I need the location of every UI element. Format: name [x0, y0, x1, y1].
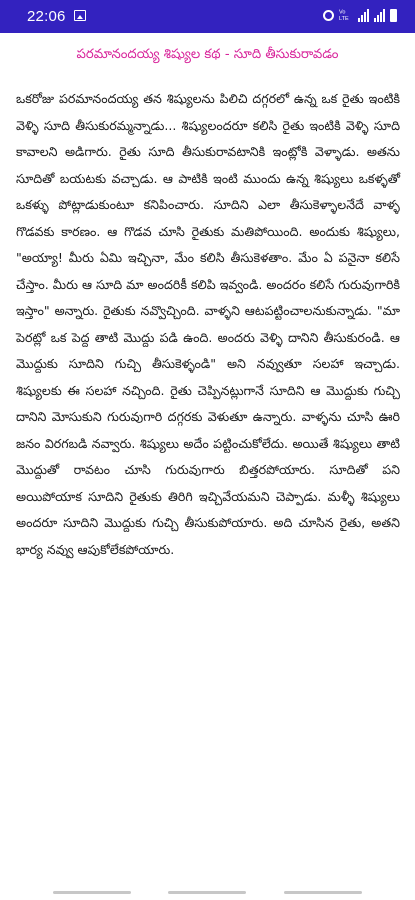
story-title: పరమానందయ్య శిష్యుల కథ - సూది తీసుకురావడం: [76, 47, 339, 62]
home-button[interactable]: [168, 891, 246, 894]
signal-icon: [358, 9, 369, 22]
status-time: 22:06: [27, 8, 66, 25]
image-icon: [74, 10, 86, 21]
signal-icon: [374, 9, 385, 22]
volte-icon: [339, 8, 353, 23]
back-button[interactable]: [284, 891, 362, 894]
alarm-icon: [323, 10, 334, 21]
recents-button[interactable]: [53, 891, 131, 894]
svg-text:LTE: LTE: [339, 16, 349, 21]
svg-text:Vo: Vo: [339, 9, 346, 16]
battery-icon: [390, 9, 397, 22]
status-icons: [323, 8, 397, 23]
navigation-bar: [0, 888, 415, 900]
story-body: ఒకరోజు పరమానందయ్య తన శిష్యులను పిలిచి దగ్గరలో ఉన్న ఒక రైతు ఇంటికి వెళ్ళి సూది తీసుకురమ్మన్నాడు... శిష్యులందరూ కలిసి రైతు ఇంటికి వెళ్ళి సూది కావాలని అడిగారు. రైతు సూది తీసుకురావటానికి ఇంట్లోకి వెళ్ళాడు. అతను సూదితో బయటకు వచ్చాడు. ఆ పాటికి ఇంటి ముందు ఉన్న శిష్యులు ఒకళ్ళతో ఒకళ్ళు పోట్లాడుకుంటూ కనిపించారు. సూదిని ఎలా తీసుకెళ్ళాలనేదే వాళ్ళ గొడవకు కారణం. ఆ గొడవ చూసి రైతుకు మతిపోయింది. అందుకు శిష్యులు, "అయ్యా! మీరు ఏమి ఇచ్చినా, మేం కలిసి తీసుకెళతాం. మేం ఏ పనైనా కలిసే చేస్తాం. మీరు ఆ సూది మా అందరికీ కలిపి ఇవ్వండి. అందరం కలిసే గురువుగారికి ఇస్తాం" అన్నారు. రైతుకు నవ్వొచ్చింది. వాళ్ళని ఆటపట్టించాలనుకున్నాడు. "మా పెరట్లో ఒక పెద్ద తాటి మొద్దు పడి ఉంది. అందరు వెళ్ళి దానిని తీసుకురండి. ఆ మొద్దుకు సూదిని గుచ్చి తీసుకెళ్ళండి" అని నవ్వుతూ సలహా ఇచ్చాడు. శిష్యులకు ఈ సలహా నచ్చింది. రైతు చెప్పినట్లుగానే సూదిని ఆ మొద్దుకు గుచ్చి దానిని మోసుకుని గురువుగారి దగ్గరకు వెళుతూ ఉన్నారు. వాళ్ళను చూసి ఊరి జనం విరగబడి నవ్వారు. శిష్యులు అదేం పట్టించుకోలేదు. అయితే శిష్యులు తాటి మొద్దుతో రావటం చూసి గురువుగారు బిత్తరపోయారు. సూదితో పని అయిపోయాక సూదిని రైతుకు తిరిగి ఇచ్చివేయమని చెప్పాడు. మళ్ళీ శిష్యులు అందరూ సూదిని మొద్దుకు గుచ్చి తీసుకుపోయారు. అది చూసిన రైతు, అతని భార్య నవ్వు ఆపుకోలేకపోయారు.: [16, 91, 400, 557]
status-bar: [0, 0, 415, 33]
